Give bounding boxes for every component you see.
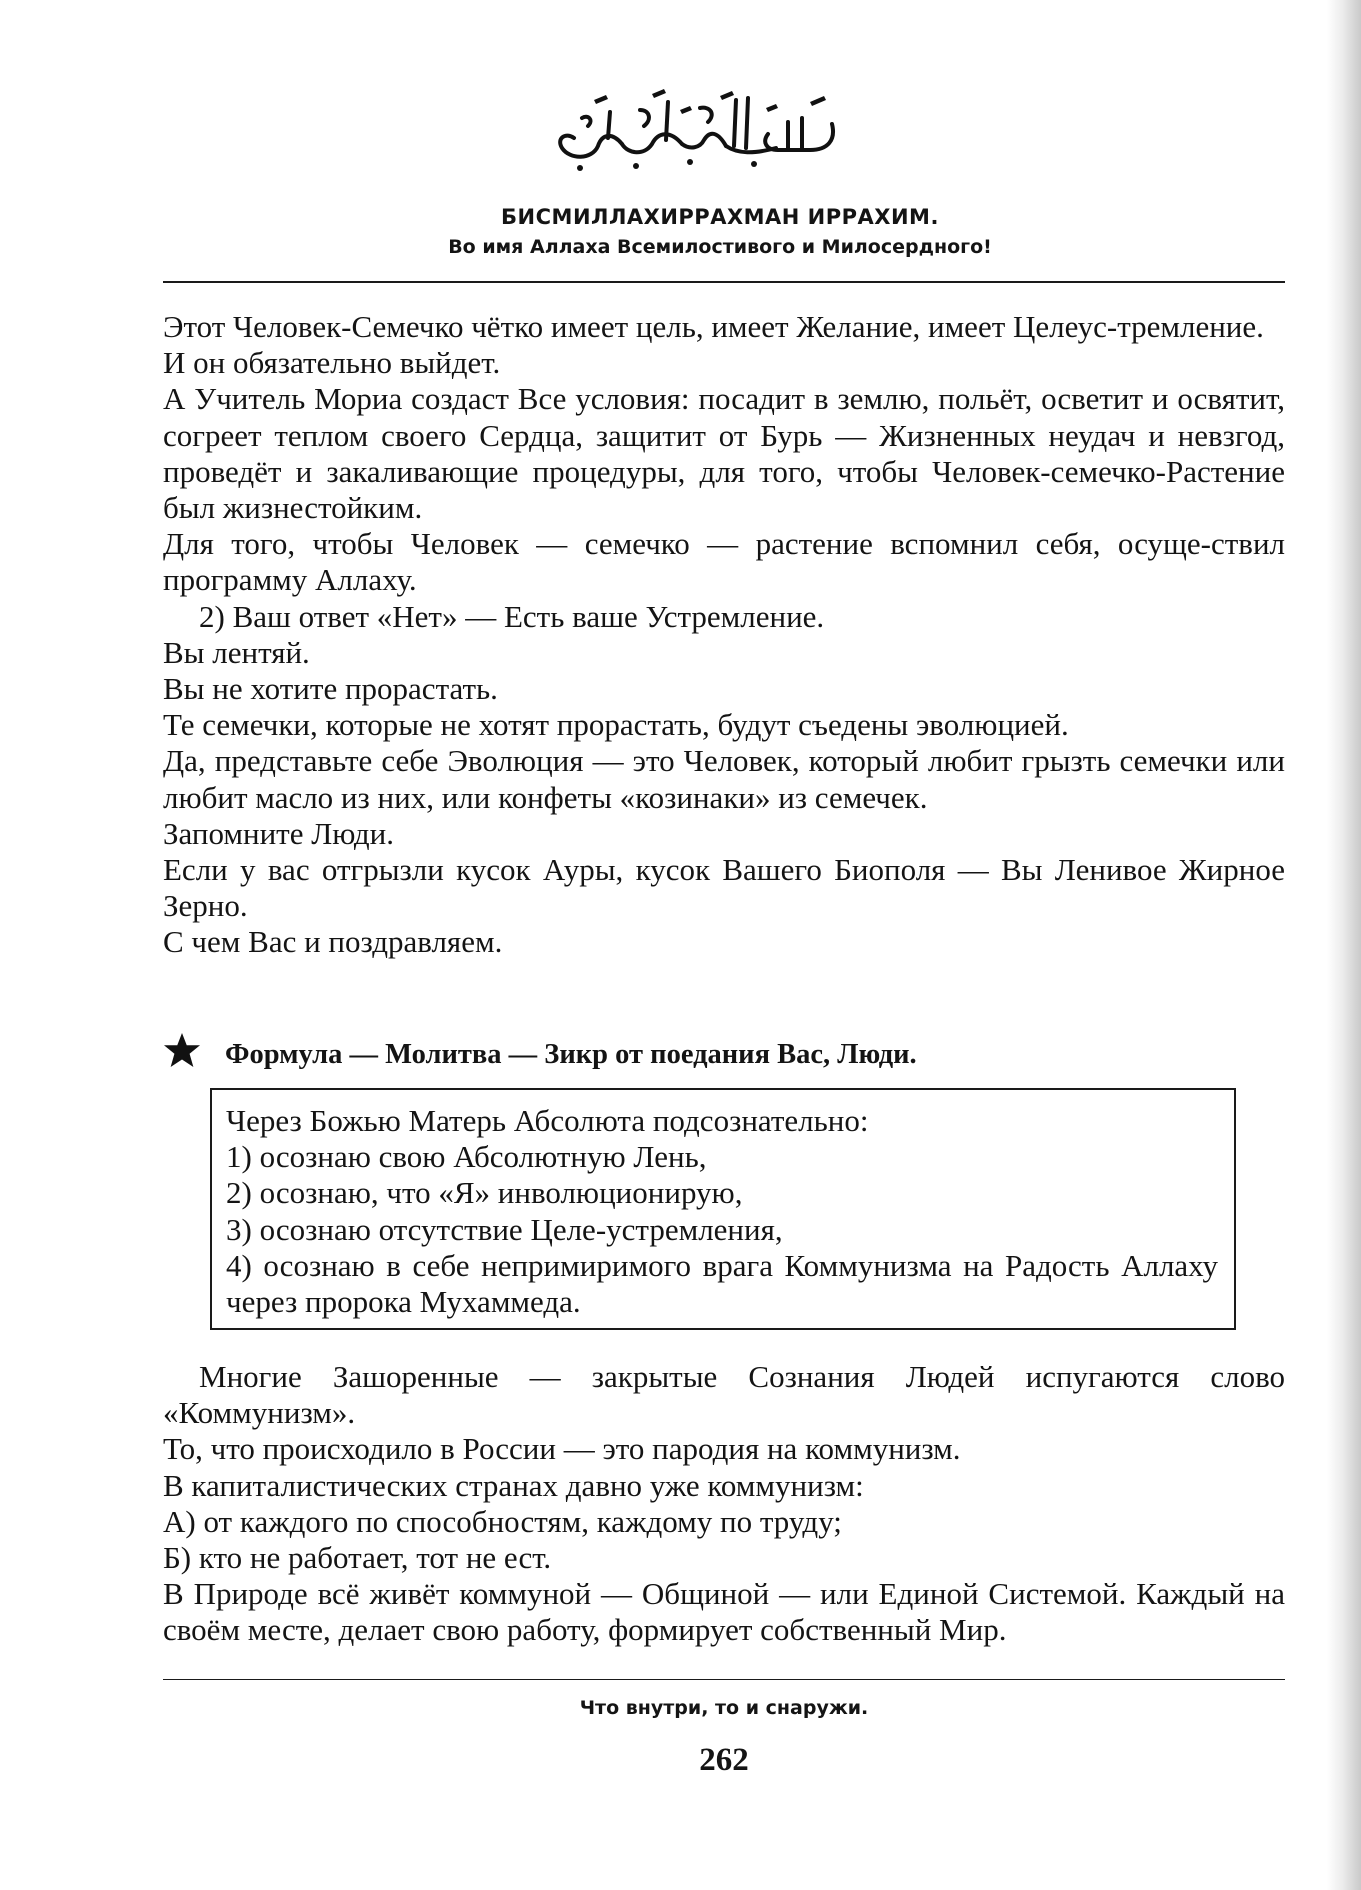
- page-number: 262: [699, 1742, 749, 1778]
- header-title: БИСМИЛЛАХИРРАХМАН ИРРАХИМ.: [501, 205, 939, 229]
- book-spine-shadow: [1327, 0, 1361, 1890]
- paragraph: Запомните Люди.: [163, 815, 394, 851]
- paragraph: И он обязательно выйдет.: [163, 345, 501, 381]
- formula-heading-text: Формула — Молитва — Зикр от поедания Вас, Люди.: [225, 1039, 917, 1070]
- paragraph: А Учитель Мориа создаст Все условия: посадит в землю, польёт, осветит и освятит, согреет теплом своего Сердца, защитит от Бурь — Жизненных неудач и невзгод, проведёт и закаливающие процедуры, для того, чтобы Человек-семечко-Растение был жизнестойким.: [163, 381, 1285, 526]
- paragraph: Этот Человек-Семечко чётко имеет цель, имеет Желание, имеет Целеус-тремление.: [163, 309, 1264, 344]
- paragraph: 2) Ваш ответ «Нет» — Есть ваше Устремление.: [199, 598, 825, 634]
- header-subtitle: Во имя Аллаха Всемилостивого и Милосердного!: [448, 236, 992, 258]
- star-icon: [163, 1032, 201, 1068]
- body-text-top: [163, 309, 1285, 961]
- formula-line: 1) осознаю свою Абсолютную Лень,: [226, 1139, 707, 1175]
- formula-heading: [163, 1032, 1285, 1072]
- header-divider: [163, 281, 1285, 283]
- paragraph: Те семечки, которые не хотят прорастать, будут съедены эволюцией.: [163, 707, 1069, 743]
- paragraph: Вы лентяй.: [163, 634, 310, 670]
- paragraph: А) от каждого по способностям, каждому по труду;: [163, 1503, 842, 1539]
- formula-line: 2) осознаю, что «Я» инволюционирую,: [226, 1175, 743, 1211]
- paragraph: В капиталистических странах давно уже коммунизм:: [163, 1467, 864, 1503]
- basmala-calligraphy: [540, 88, 850, 176]
- footer-motto: Что внутри, то и снаружи.: [579, 1697, 869, 1719]
- body-text-bottom: [163, 1359, 1285, 1649]
- paragraph: Вы не хотите прорастать.: [163, 671, 498, 707]
- paragraph: В Природе всё живёт коммуной — Общиной — или Единой Системой. Каждый на своём месте, делает свою работу, формирует собственный Мир.: [163, 1576, 1285, 1648]
- paragraph: Б) кто не работает, тот не ест.: [163, 1540, 552, 1576]
- formula-box: [210, 1088, 1236, 1330]
- paragraph: То, что происходило в России — это пародия на коммунизм.: [163, 1431, 961, 1467]
- paragraph: Для того, чтобы Человек — семечко — растение вспомнил себя, осуще-ствил программу Аллаху.: [163, 526, 1285, 598]
- formula-line: 3) осознаю отсутствие Целе-устремления,: [226, 1211, 783, 1247]
- formula-line: 4) осознаю в себе непримиримого врага Коммунизма на Радость Аллаху через пророка Мухаммеда.: [226, 1247, 1218, 1320]
- paragraph: С чем Вас и поздравляем.: [163, 924, 503, 960]
- paragraph: Да, представьте себе Эволюция — это Человек, который любит грызть семечки или любит масло из них, или конфеты «козинаки» из семечек.: [163, 743, 1285, 815]
- formula-line: Через Божью Матерь Абсолюта подсознательно:: [226, 1103, 869, 1138]
- paragraph: Многие Зашоренные — закрытые Сознания Людей испугаются слово «Коммунизм».: [163, 1359, 1285, 1431]
- footer-divider: [163, 1679, 1285, 1680]
- paragraph: Если у вас отгрызли кусок Ауры, кусок Вашего Биополя — Вы Ленивое Жирное Зерно.: [163, 852, 1285, 924]
